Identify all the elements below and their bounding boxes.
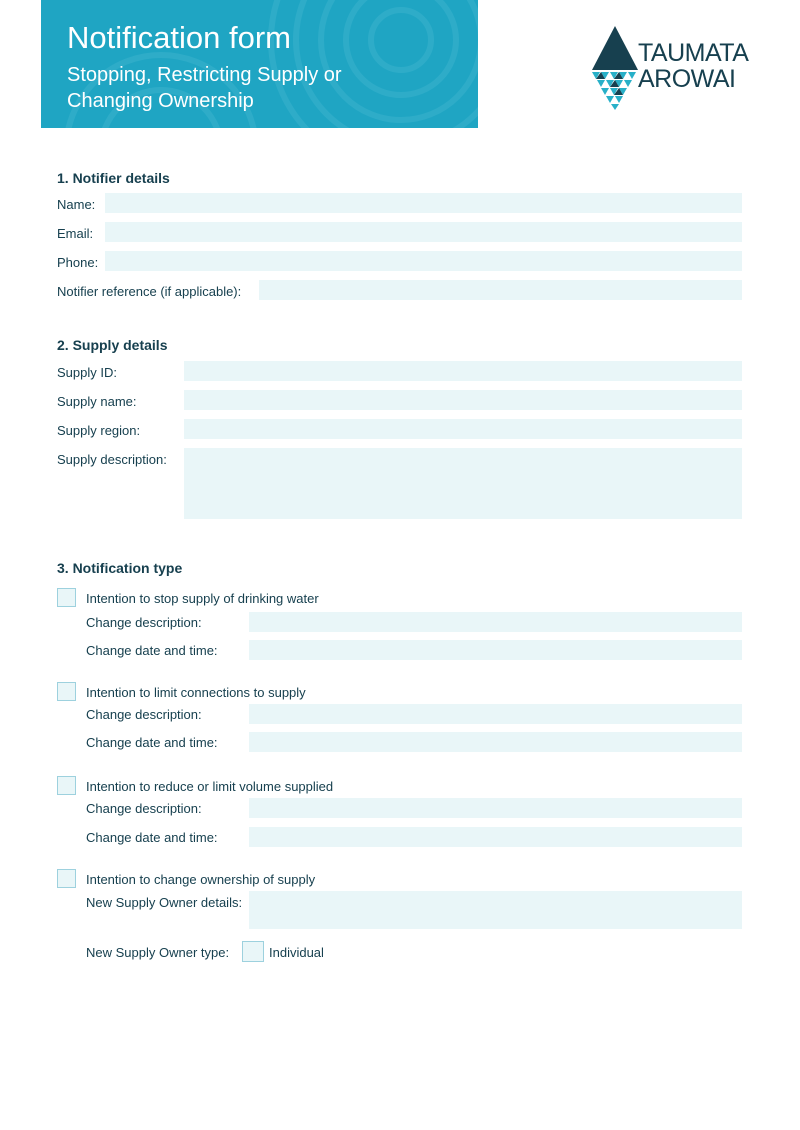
owner-type-individual-checkbox[interactable]: [242, 941, 264, 962]
reduce-volume-label: Intention to reduce or limit volume supplied: [86, 779, 334, 794]
subtitle-line-2: Changing Ownership: [67, 90, 254, 112]
taumata-arowai-logo: [590, 26, 760, 112]
stop-supply-desc-field[interactable]: [249, 612, 742, 632]
name-label: Name:: [57, 197, 96, 212]
supply-description-field[interactable]: [184, 448, 742, 519]
phone-label: Phone:: [57, 255, 99, 270]
reduce-volume-desc-label: Change description:: [86, 801, 202, 816]
subtitle-line-1: Stopping, Restricting Supply or: [67, 64, 342, 86]
notifier-reference-label: Notifier reference (if applicable):: [57, 284, 242, 299]
supply-name-label: Supply name:: [57, 394, 137, 409]
section-notifier-title: 1. Notifier details: [57, 170, 170, 186]
stop-supply-desc-label: Change description:: [86, 615, 202, 630]
supply-name-field[interactable]: [184, 390, 742, 410]
limit-connections-date-label: Change date and time:: [86, 735, 218, 750]
limit-connections-desc-field[interactable]: [249, 704, 742, 724]
email-label: Email:: [57, 226, 94, 241]
owner-details-label: New Supply Owner details:: [86, 895, 243, 910]
owner-details-field[interactable]: [249, 891, 742, 929]
limit-connections-desc-label: Change description:: [86, 707, 202, 722]
stop-supply-date-field[interactable]: [249, 640, 742, 660]
form-subtitle: [67, 62, 467, 114]
change-ownership-label: Intention to change ownership of supply: [86, 872, 316, 887]
reduce-volume-checkbox[interactable]: [57, 776, 76, 795]
supply-region-field[interactable]: [184, 419, 742, 439]
reduce-volume-date-field[interactable]: [249, 827, 742, 847]
section-supply-title: 2. Supply details: [57, 337, 168, 353]
limit-connections-label: Intention to limit connections to supply: [86, 685, 306, 700]
section-notification-title: 3. Notification type: [57, 560, 183, 576]
owner-type-label: New Supply Owner type:: [86, 945, 230, 960]
logo-line-2: AROWAI: [638, 65, 736, 93]
reduce-volume-date-label: Change date and time:: [86, 830, 218, 845]
logo-line-1: TAUMATA: [638, 39, 749, 67]
supply-description-label: Supply description:: [57, 452, 167, 467]
owner-type-individual-label: Individual: [269, 945, 324, 960]
supply-region-label: Supply region:: [57, 423, 141, 438]
email-field[interactable]: [105, 222, 742, 242]
change-ownership-checkbox[interactable]: [57, 869, 76, 888]
stop-supply-label: Intention to stop supply of drinking water: [86, 591, 319, 606]
limit-connections-date-field[interactable]: [249, 732, 742, 752]
triangle-logo-icon: [590, 26, 640, 112]
supply-id-label: Supply ID:: [57, 365, 117, 380]
name-field[interactable]: [105, 193, 742, 213]
form-title: Notification form: [67, 20, 291, 55]
phone-field[interactable]: [105, 251, 742, 271]
stop-supply-checkbox[interactable]: [57, 588, 76, 607]
header-banner: [41, 0, 478, 128]
reduce-volume-desc-field[interactable]: [249, 798, 742, 818]
limit-connections-checkbox[interactable]: [57, 682, 76, 701]
logo-wordmark: [638, 40, 748, 92]
notifier-reference-field[interactable]: [259, 280, 742, 300]
supply-id-field[interactable]: [184, 361, 742, 381]
stop-supply-date-label: Change date and time:: [86, 643, 218, 658]
